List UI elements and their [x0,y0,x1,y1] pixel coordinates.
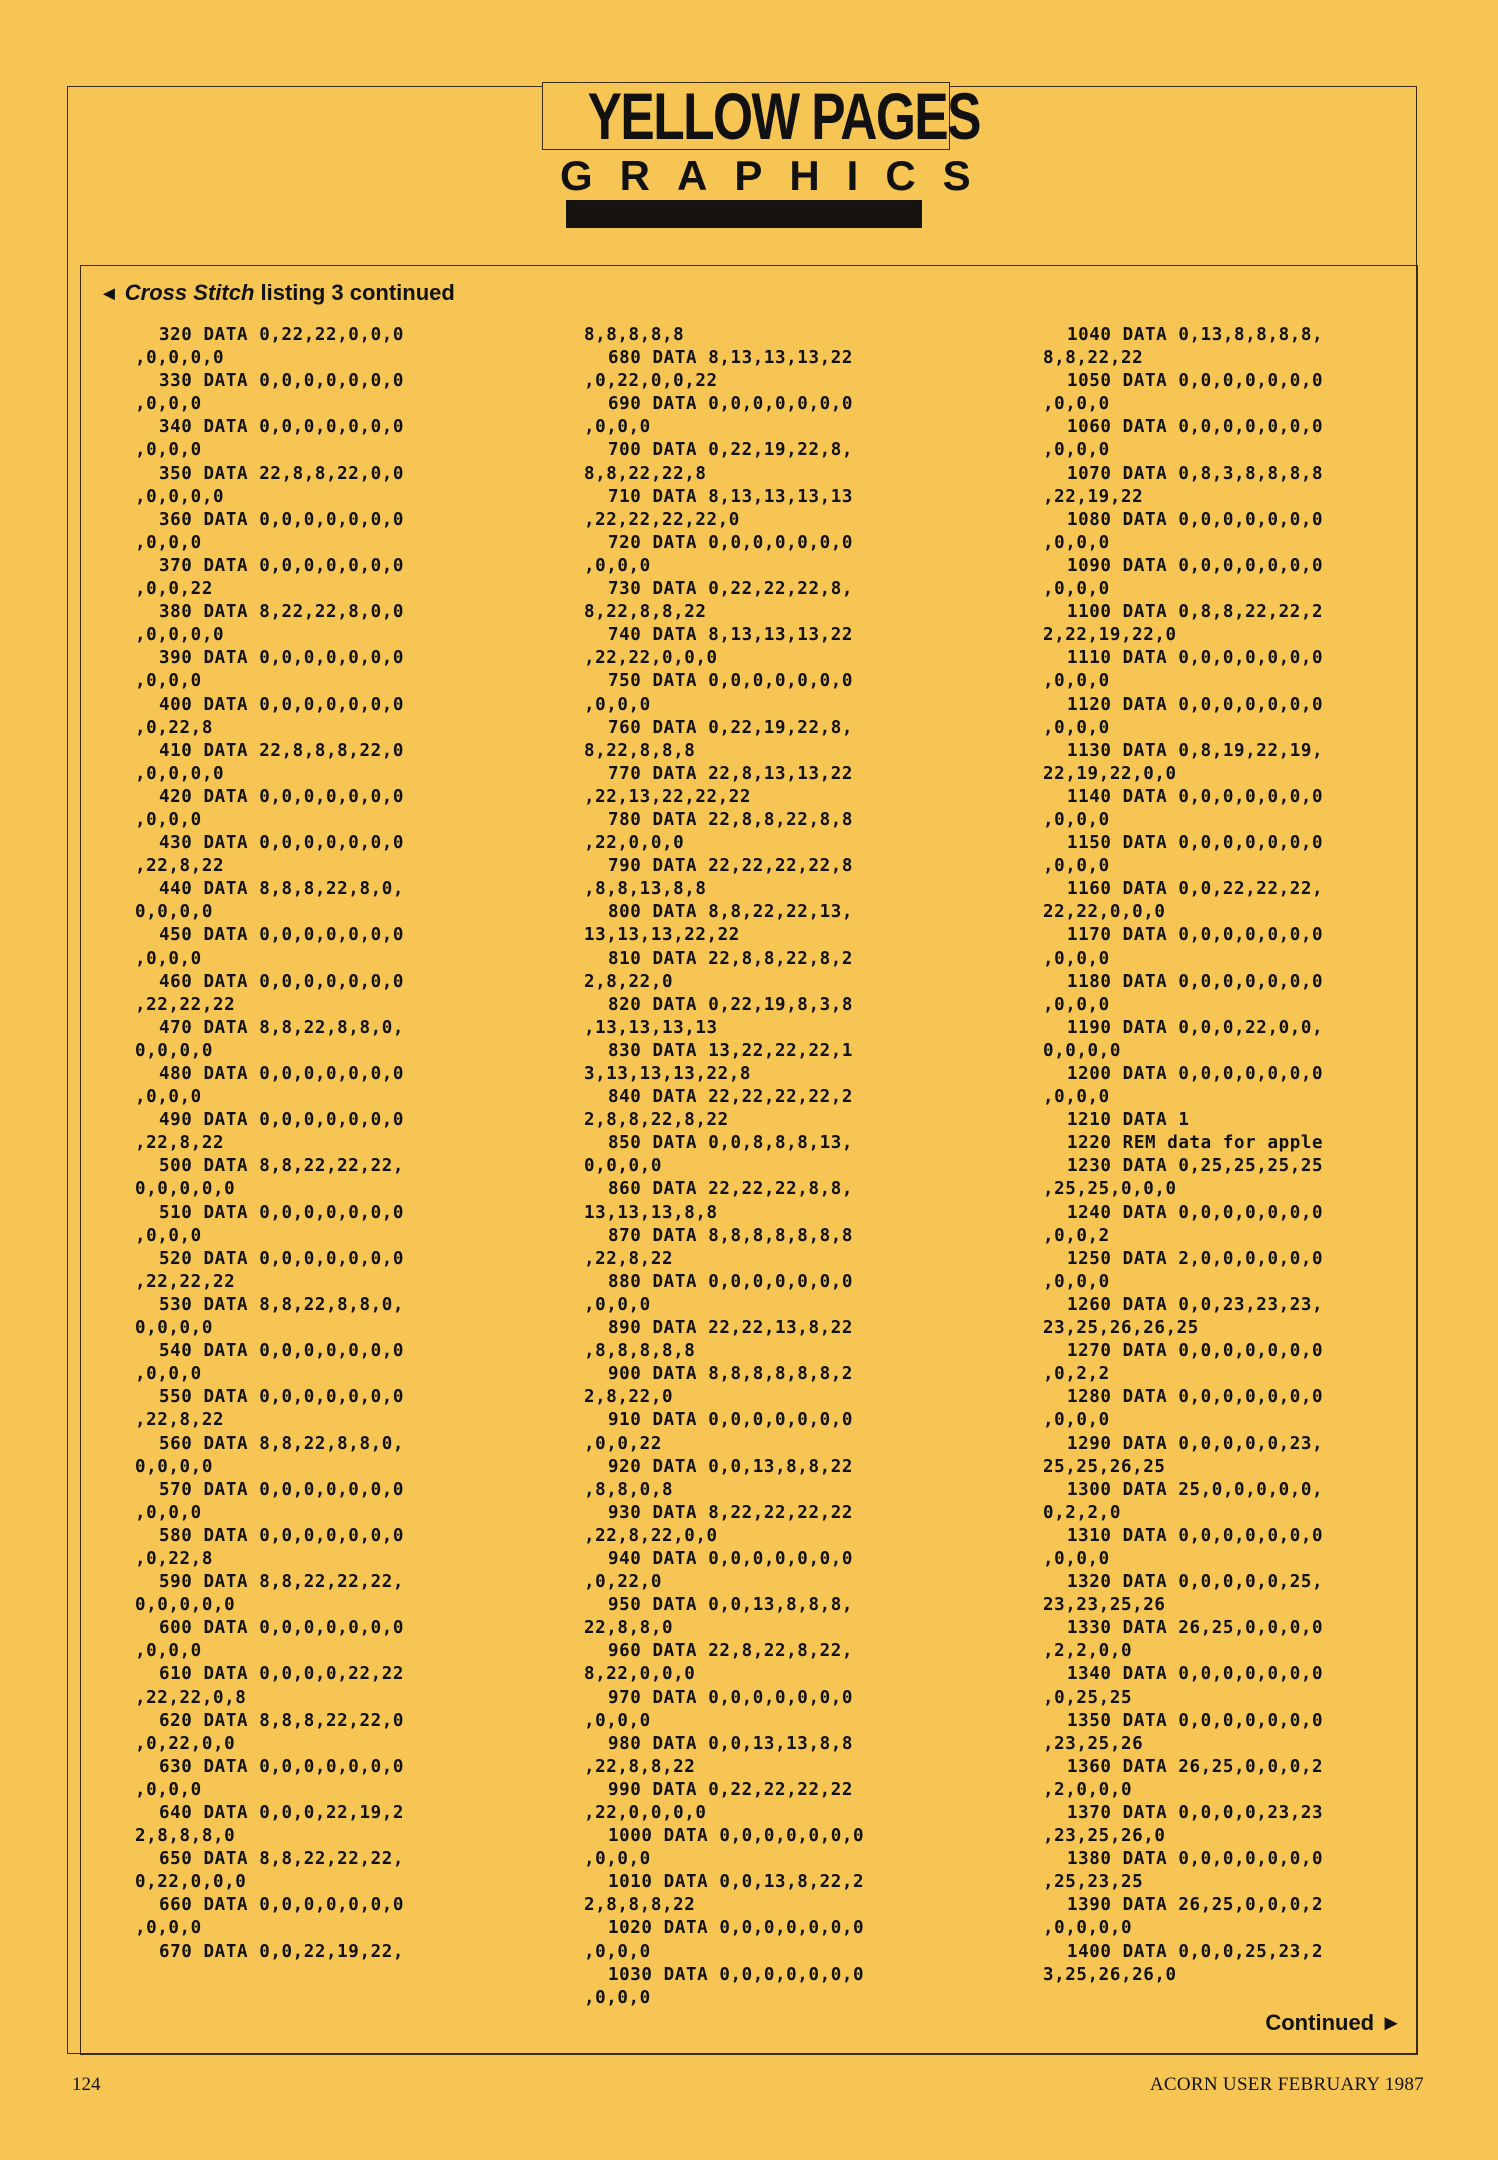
code-line: 1000 DATA 0,0,0,0,0,0,0 [608,1826,865,1847]
code-line: 590 DATA 8,8,22,22,22, [159,1572,404,1593]
code-line: 780 DATA 22,8,8,22,8,8 [608,809,853,830]
code-line: 1160 DATA 0,0,22,22,22, [1067,879,1324,900]
code-line: ,0,0,0,0 [1043,1918,1133,1939]
code-line: ,0,0,0,0 [135,763,225,784]
code-line: 560 DATA 8,8,22,8,8,0, [159,1433,404,1454]
code-line: 450 DATA 0,0,0,0,0,0,0 [159,925,404,946]
code-line: 660 DATA 0,0,0,0,0,0,0 [159,1895,404,1916]
code-line: 1130 DATA 0,8,19,22,19, [1067,740,1324,761]
header-bar [566,200,922,228]
code-line: 620 DATA 8,8,8,22,22,0 [159,1710,404,1731]
code-line: ,0,0,22 [584,1433,662,1454]
code-line: 700 DATA 0,22,19,22,8, [608,440,853,461]
code-line: 400 DATA 0,0,0,0,0,0,0 [159,694,404,715]
code-line: 850 DATA 0,0,8,8,8,13, [608,1133,853,1154]
code-line: 1110 DATA 0,0,0,0,0,0,0 [1067,648,1324,669]
code-line: ,0,22,0,0,22 [584,371,718,392]
code-line: ,0,0,2 [1043,1225,1110,1246]
code-line: 1040 DATA 0,13,8,8,8,8, [1067,325,1324,345]
code-line: 0,0,0,0,0 [135,1595,236,1616]
code-line: 730 DATA 0,22,22,22,8, [608,579,853,600]
code-line: 0,0,0,0 [1043,1040,1121,1061]
code-line: ,0,22,0,0 [135,1733,236,1754]
code-line: 470 DATA 8,8,22,8,8,0, [159,1017,404,1038]
code-line: 990 DATA 0,22,22,22,22 [608,1779,853,1800]
code-line: 25,25,26,25 [1043,1456,1166,1477]
listing-subtitle: listing 3 continued [254,280,455,305]
code-line: ,22,22,0,8 [135,1687,247,1708]
code-line: 790 DATA 22,22,22,22,8 [608,856,853,877]
code-line: 930 DATA 8,22,22,22,22 [608,1502,853,1523]
code-line: ,0,0,0 [1043,1271,1110,1292]
code-line: 0,2,2,0 [1043,1502,1121,1523]
code-line: 670 DATA 0,0,22,19,22, [159,1941,404,1962]
code-line: 520 DATA 0,0,0,0,0,0,0 [159,1248,404,1269]
code-line: ,0,22,0 [584,1572,662,1593]
code-line: 1150 DATA 0,0,0,0,0,0,0 [1067,833,1324,854]
code-line: ,0,0,22 [135,579,213,600]
code-line: ,13,13,13,13 [584,1017,718,1038]
code-line: ,0,0,0 [135,1364,202,1385]
code-line: 1080 DATA 0,0,0,0,0,0,0 [1067,509,1324,530]
code-line: 750 DATA 0,0,0,0,0,0,0 [608,671,853,692]
masthead [542,79,980,153]
code-line: 860 DATA 22,22,22,8,8, [608,1179,853,1200]
code-line: 0,0,0,0 [135,1040,213,1061]
code-line: 13,13,13,8,8 [584,1202,718,1223]
code-line: 8,22,0,0,0 [584,1664,696,1685]
code-line: 440 DATA 8,8,8,22,8,0, [159,879,404,900]
code-line: 0,0,0,0,0 [135,1179,236,1200]
code-line: 610 DATA 0,0,0,0,22,22 [159,1664,404,1685]
code-line: 1260 DATA 0,0,23,23,23, [1067,1294,1324,1315]
code-line: 22,22,0,0,0 [1043,902,1166,923]
code-line: ,23,25,26 [1043,1733,1144,1754]
code-line: 1400 DATA 0,0,0,25,23,2 [1067,1941,1324,1962]
code-line: ,22,22,22,22,0 [584,509,740,530]
code-line: 1170 DATA 0,0,0,0,0,0,0 [1067,925,1324,946]
code-line: ,0,0,0 [1043,948,1110,969]
code-line: 0,0,0,0 [135,1318,213,1339]
code-line: 13,13,13,22,22 [584,925,740,946]
code-line: ,0,2,2 [1043,1364,1110,1385]
code-line: ,0,0,0 [135,671,202,692]
code-line: 320 DATA 0,22,22,0,0,0 [159,325,404,345]
code-line: ,0,0,0 [1043,856,1110,877]
code-line: 3,25,26,26,0 [1043,1964,1177,1985]
code-line: ,0,0,0 [135,1087,202,1108]
code-line: 2,22,19,22,0 [1043,625,1177,646]
code-line: 8,8,8,8,8 [584,325,685,345]
code-line: 1020 DATA 0,0,0,0,0,0,0 [608,1918,865,1939]
code-line: 1210 DATA 1 [1067,1110,1190,1131]
code-line: 1390 DATA 26,25,0,0,0,2 [1067,1895,1324,1916]
code-line: 390 DATA 0,0,0,0,0,0,0 [159,648,404,669]
issue-footer: ACORN USER FEBRUARY 1987 [1149,2074,1424,2095]
code-line: ,0,0,0 [1043,1087,1110,1108]
code-line: 8,8,22,22,8 [584,463,707,484]
code-line: ,0,0,0 [135,1779,202,1800]
code-line: ,22,8,22 [584,1248,674,1269]
code-line: ,8,8,8,8,8 [584,1341,696,1362]
code-line: ,22,22,0,0,0 [584,648,718,669]
code-line: 3,13,13,13,22,8 [584,1064,752,1084]
code-line: ,22,8,22 [135,1410,225,1431]
code-line: ,0,22,8 [135,1548,213,1569]
code-line: ,2,2,0,0 [1043,1641,1133,1662]
code-line: 22,8,8,0 [584,1618,674,1639]
code-line: 820 DATA 0,22,19,8,3,8 [608,994,853,1015]
code-line: ,0,0,0 [584,694,651,715]
code-line: 8,22,8,8,22 [584,602,707,623]
continued-label: Continued ► [1265,2010,1402,2035]
code-line: ,25,23,25 [1043,1872,1144,1893]
code-line: 360 DATA 0,0,0,0,0,0,0 [159,509,404,530]
code-line: 1060 DATA 0,0,0,0,0,0,0 [1067,417,1324,438]
code-line: 900 DATA 8,8,8,8,8,8,2 [608,1364,853,1385]
code-line: 550 DATA 0,0,0,0,0,0,0 [159,1387,404,1408]
code-line: 480 DATA 0,0,0,0,0,0,0 [159,1064,404,1084]
code-line: 630 DATA 0,0,0,0,0,0,0 [159,1756,404,1777]
code-line: 1330 DATA 26,25,0,0,0,0 [1067,1618,1324,1639]
code-line: 540 DATA 0,0,0,0,0,0,0 [159,1341,404,1362]
code-line: 910 DATA 0,0,0,0,0,0,0 [608,1410,853,1431]
code-line: ,0,0,0 [584,1294,651,1315]
code-line: 460 DATA 0,0,0,0,0,0,0 [159,971,404,992]
code-line: 1290 DATA 0,0,0,0,0,23, [1067,1433,1324,1454]
code-line: ,22,22,22 [135,994,236,1015]
code-line: 810 DATA 22,8,8,22,8,2 [608,948,853,969]
code-line: 680 DATA 8,13,13,13,22 [608,348,853,369]
code-line: 1140 DATA 0,0,0,0,0,0,0 [1067,786,1324,807]
code-line: ,0,0,0 [135,440,202,461]
code-line: ,0,0,0,0 [135,348,225,369]
code-line: 1300 DATA 25,0,0,0,0,0, [1067,1479,1324,1500]
code-line: 880 DATA 0,0,0,0,0,0,0 [608,1271,853,1292]
code-line: 370 DATA 0,0,0,0,0,0,0 [159,555,404,576]
code-line: ,0,0,0 [1043,994,1110,1015]
code-line: ,0,0,0 [1043,809,1110,830]
code-line: ,0,0,0,0 [135,486,225,507]
code-line: 8,22,8,8,8 [584,740,696,761]
code-line: 0,0,0,0 [584,1156,662,1177]
code-line: 1200 DATA 0,0,0,0,0,0,0 [1067,1064,1324,1084]
code-line: 0,0,0,0 [135,902,213,923]
code-line: 960 DATA 22,8,22,8,22, [608,1641,853,1662]
code-column-3 [1043,324,1323,1987]
code-line: ,0,0,0 [584,1710,651,1731]
code-line: ,0,0,0 [584,417,651,438]
code-line: 1030 DATA 0,0,0,0,0,0,0 [608,1964,865,1985]
code-line: 1310 DATA 0,0,0,0,0,0,0 [1067,1525,1324,1546]
code-line: 1350 DATA 0,0,0,0,0,0,0 [1067,1710,1324,1731]
code-line: 1370 DATA 0,0,0,0,23,23 [1067,1803,1324,1823]
code-line: ,8,8,0,8 [584,1479,674,1500]
code-line: ,0,0,0,0 [135,625,225,646]
code-line: 600 DATA 0,0,0,0,0,0,0 [159,1618,404,1639]
code-line: ,8,8,13,8,8 [584,879,707,900]
code-line: 1270 DATA 0,0,0,0,0,0,0 [1067,1341,1324,1362]
code-line: ,0,0,0 [135,1225,202,1246]
code-line: 23,25,26,26,25 [1043,1318,1199,1339]
code-line: 0,0,0,0 [135,1456,213,1477]
code-line: 920 DATA 0,0,13,8,8,22 [608,1456,853,1477]
code-line: 420 DATA 0,0,0,0,0,0,0 [159,786,404,807]
code-line: 940 DATA 0,0,0,0,0,0,0 [608,1548,853,1569]
code-line: 840 DATA 22,22,22,22,2 [608,1087,853,1108]
code-line: 710 DATA 8,13,13,13,13 [608,486,853,507]
code-line: 1070 DATA 0,8,3,8,8,8,8 [1067,463,1324,484]
code-line: ,0,0,0 [135,1918,202,1939]
code-line: 1190 DATA 0,0,0,22,0,0, [1067,1017,1324,1038]
code-line: ,0,0,0 [1043,1410,1110,1431]
code-line: 380 DATA 8,22,22,8,0,0 [159,602,404,623]
code-line: ,0,0,0 [135,1641,202,1662]
code-line: 650 DATA 8,8,22,22,22, [159,1849,404,1870]
code-line: ,22,8,22 [135,1133,225,1154]
code-line: ,0,0,0 [584,555,651,576]
code-line: ,0,25,25 [1043,1687,1133,1708]
code-line: ,2,0,0,0 [1043,1779,1133,1800]
code-line: ,0,0,0 [584,1849,651,1870]
code-line: 2,8,22,0 [584,1387,674,1408]
code-line: 640 DATA 0,0,0,22,19,2 [159,1803,404,1823]
code-line: 1250 DATA 2,0,0,0,0,0,0 [1067,1248,1324,1269]
code-line: ,25,25,0,0,0 [1043,1179,1177,1200]
code-line: 1280 DATA 0,0,0,0,0,0,0 [1067,1387,1324,1408]
code-line: 1360 DATA 26,25,0,0,0,2 [1067,1756,1324,1777]
code-line: 1220 REM data for apple [1067,1133,1324,1154]
code-line: 1050 DATA 0,0,0,0,0,0,0 [1067,371,1324,392]
code-column-2 [584,324,864,2010]
code-line: ,0,0,0 [1043,440,1110,461]
left-arrow-icon: ◄ [99,283,119,305]
code-line: 1240 DATA 0,0,0,0,0,0,0 [1067,1202,1324,1223]
code-line: 350 DATA 22,8,8,22,0,0 [159,463,404,484]
code-line: 770 DATA 22,8,13,13,22 [608,763,853,784]
code-line: ,0,0,0 [135,1502,202,1523]
code-line: 570 DATA 0,0,0,0,0,0,0 [159,1479,404,1500]
code-line: 330 DATA 0,0,0,0,0,0,0 [159,371,404,392]
code-line: ,0,0,0 [1043,532,1110,553]
code-line: ,0,0,0 [1043,1548,1110,1569]
code-line: ,22,8,22,0,0 [584,1525,718,1546]
code-line: ,0,0,0 [1043,717,1110,738]
code-line: ,22,8,8,22 [584,1756,696,1777]
code-line: 23,23,25,26 [1043,1595,1166,1616]
code-line: 800 DATA 8,8,22,22,13, [608,902,853,923]
code-line: ,23,25,26,0 [1043,1826,1166,1847]
code-line: ,0,0,0 [135,394,202,415]
code-line: 340 DATA 0,0,0,0,0,0,0 [159,417,404,438]
listing-header [99,278,455,308]
listing-title: Cross Stitch [124,280,255,305]
code-line: 740 DATA 8,13,13,13,22 [608,625,853,646]
code-line: 8,8,22,22 [1043,348,1144,369]
code-line: ,22,0,0,0,0 [584,1803,707,1823]
code-line: 720 DATA 0,0,0,0,0,0,0 [608,532,853,553]
code-line: 870 DATA 8,8,8,8,8,8,8 [608,1225,853,1246]
code-line: ,22,0,0,0 [584,833,685,854]
code-line: ,0,0,0 [1043,394,1110,415]
code-column-1 [135,324,404,1964]
code-line: 890 DATA 22,22,13,8,22 [608,1318,853,1339]
code-line: 1090 DATA 0,0,0,0,0,0,0 [1067,555,1324,576]
code-line: 2,8,8,8,22 [584,1895,696,1916]
code-line: 430 DATA 0,0,0,0,0,0,0 [159,833,404,854]
section-title: GRAPHICS [560,152,998,199]
code-line: 1230 DATA 0,25,25,25,25 [1067,1156,1324,1177]
code-line: ,22,22,22 [135,1271,236,1292]
code-line: 1320 DATA 0,0,0,0,0,25, [1067,1572,1324,1593]
code-line: 690 DATA 0,0,0,0,0,0,0 [608,394,853,415]
code-line: ,0,22,8 [135,717,213,738]
code-line: 22,19,22,0,0 [1043,763,1177,784]
code-line: ,0,0,0 [1043,579,1110,600]
code-line: 970 DATA 0,0,0,0,0,0,0 [608,1687,853,1708]
page-number: 124 [72,2074,101,2095]
code-line: 490 DATA 0,0,0,0,0,0,0 [159,1110,404,1131]
code-line: 1340 DATA 0,0,0,0,0,0,0 [1067,1664,1324,1685]
code-line: ,0,0,0 [135,809,202,830]
code-line: 1010 DATA 0,0,13,8,22,2 [608,1872,865,1893]
code-line: 1380 DATA 0,0,0,0,0,0,0 [1067,1849,1324,1870]
code-line: 2,8,8,8,0 [135,1826,236,1847]
code-line: 2,8,22,0 [584,971,674,992]
code-line: 510 DATA 0,0,0,0,0,0,0 [159,1202,404,1223]
code-line: ,0,0,0 [135,532,202,553]
code-line: ,0,0,0 [584,1941,651,1962]
code-line: 580 DATA 0,0,0,0,0,0,0 [159,1525,404,1546]
code-line: ,0,0,0 [135,948,202,969]
masthead-title: YELLOW PAGES [587,79,980,153]
code-line: ,0,0,0 [1043,671,1110,692]
code-line: 830 DATA 13,22,22,22,1 [608,1040,853,1061]
code-line: 2,8,8,22,8,22 [584,1110,729,1131]
code-line: 410 DATA 22,8,8,8,22,0 [159,740,404,761]
code-line: 1180 DATA 0,0,0,0,0,0,0 [1067,971,1324,992]
code-line: 1100 DATA 0,8,8,22,22,2 [1067,602,1324,623]
code-line: ,0,0,0 [584,1987,651,2008]
code-line: 1120 DATA 0,0,0,0,0,0,0 [1067,694,1324,715]
code-line: 500 DATA 8,8,22,22,22, [159,1156,404,1177]
code-line: ,22,8,22 [135,856,225,877]
code-line: ,22,13,22,22,22 [584,786,752,807]
code-line: 530 DATA 8,8,22,8,8,0, [159,1294,404,1315]
code-line: 0,22,0,0,0 [135,1872,247,1893]
code-line: 950 DATA 0,0,13,8,8,8, [608,1595,853,1616]
code-line: 980 DATA 0,0,13,13,8,8 [608,1733,853,1754]
code-line: 760 DATA 0,22,19,22,8, [608,717,853,738]
code-line: ,22,19,22 [1043,486,1144,507]
